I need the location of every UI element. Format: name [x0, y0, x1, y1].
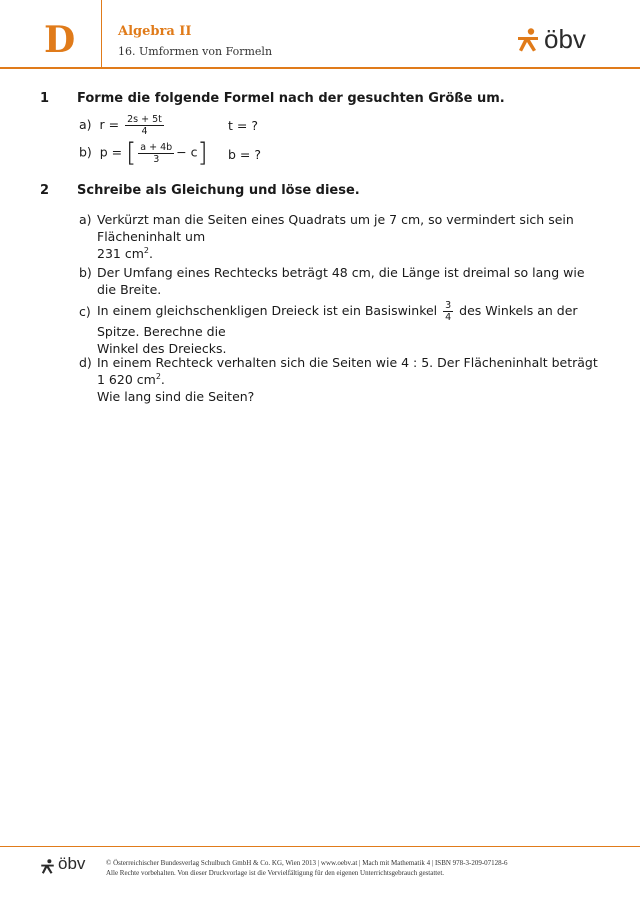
- task-1-number: 1: [40, 91, 50, 106]
- fraction-numerator: 2s + 5t: [127, 114, 162, 125]
- chapter-title: Algebra II: [118, 24, 192, 39]
- task-1a-fraction: [125, 114, 164, 137]
- task-2-heading: Schreibe als Gleichung und löse diese.: [77, 183, 360, 198]
- left-bracket: [: [126, 138, 137, 168]
- task-2c-text: [97, 300, 607, 357]
- footer-logo: [40, 854, 86, 878]
- fraction-denominator: 3: [153, 153, 160, 165]
- fraction-denominator: 4: [445, 312, 452, 323]
- header-divider: [101, 0, 102, 67]
- task-2a-line2: 231 cm: [97, 246, 144, 261]
- task-2a-text: [97, 211, 607, 262]
- task-2a-line1: Verkürzt man die Seiten eines Quadrats um je 7 cm, so vermindert sich sein Flächeninhalt um: [97, 212, 574, 244]
- task-2d-end: .: [160, 372, 165, 387]
- task-2c-fraction: [443, 300, 453, 323]
- task-2b-label: b): [79, 265, 92, 280]
- fraction-numerator: 3: [445, 300, 452, 311]
- task-1b-label: b): [79, 144, 92, 160]
- task-2c-line2: Winkel des Dreiecks.: [97, 341, 227, 356]
- task-2a-label: a): [79, 212, 92, 227]
- task-2d-sup: 2: [155, 371, 161, 381]
- task-1b-rest: − c: [176, 144, 198, 160]
- task-1b-target: b = ?: [228, 147, 261, 162]
- star-figure-icon: [40, 859, 55, 874]
- footer-line-1: © Österreichischer Bundesverlag Schulbuch GmbH & Co. KG, Wien 2013 | www.oebv.at | Mach mit Mathematik 4 | ISBN 978-3-209-07128-6: [106, 859, 508, 867]
- task-1a-label: a): [79, 117, 92, 132]
- task-1a-target: t = ?: [228, 118, 258, 133]
- footer-logo-text: öbv: [58, 854, 86, 873]
- task-2c-pre: In einem gleichschenkligen Dreieck ist ein Basiswinkel: [97, 303, 438, 318]
- fraction-numerator: a + 4b: [140, 141, 173, 153]
- task-2b-text: Der Umfang eines Rechtecks beträgt 48 cm, die Länge ist dreimal so lang wie die Breite.: [97, 265, 585, 297]
- footer-line-2: Alle Rechte vorbehalten. Von dieser Druckvorlage ist die Vervielfältigung für den eigenen Unterrichtsgebrauch gestattet.: [106, 869, 445, 877]
- task-2d-pre: In einem Rechteck verhalten sich die Seiten wie 4 : 5. Der Flächeninhalt beträgt 1 620 cm: [97, 355, 598, 387]
- task-2a-sup: 2: [143, 245, 149, 255]
- task-1a: [79, 114, 166, 137]
- task-2a-end: .: [148, 246, 153, 261]
- task-2c-label: c): [79, 304, 91, 319]
- star-figure-icon: [516, 28, 540, 52]
- right-bracket: ]: [197, 138, 208, 168]
- task-1a-lhs: r =: [99, 117, 120, 132]
- task-2d-text: [97, 354, 607, 405]
- header-rule: [0, 67, 640, 69]
- task-1b-lhs: p =: [99, 144, 123, 160]
- task-2-number: 2: [40, 183, 50, 198]
- task-1b: [79, 140, 208, 166]
- page-header: [0, 0, 640, 68]
- fraction-denominator: 4: [141, 126, 148, 137]
- footer-copyright: [106, 858, 508, 878]
- chapter-subtitle: 16. Umformen von Formeln: [118, 45, 273, 58]
- task-2d-line2: Wie lang sind die Seiten?: [97, 389, 255, 404]
- task-1b-fraction: [138, 142, 174, 165]
- logo-text: öbv: [544, 24, 586, 54]
- chapter-letter: D: [44, 19, 76, 61]
- task-1-heading: Forme die folgende Formel nach der gesuchten Größe um.: [77, 91, 505, 106]
- task-2c-post: des Winkels an der Spitze. Berechne die: [97, 303, 578, 339]
- task-2d-label: d): [79, 355, 92, 370]
- footer-rule: [0, 846, 640, 847]
